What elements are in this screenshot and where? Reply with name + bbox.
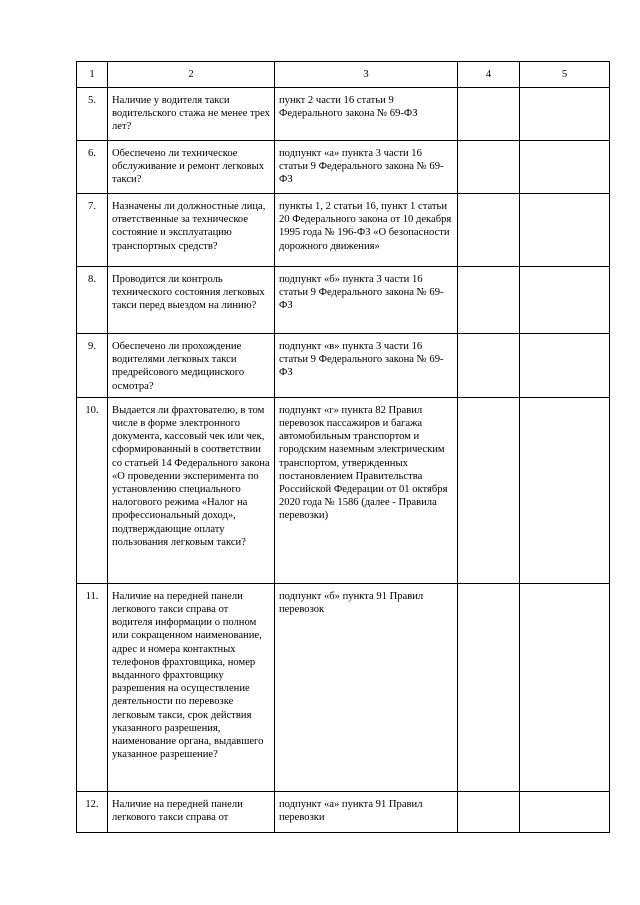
row-number: 9. <box>77 334 108 398</box>
row-number: 10. <box>77 397 108 583</box>
row-reference: подпункт «б» пункта 91 Правил перевозок <box>275 583 458 791</box>
row-answer-cell[interactable] <box>458 141 520 194</box>
row-number: 6. <box>77 141 108 194</box>
header-cell-3: 3 <box>275 62 458 88</box>
row-answer-cell[interactable] <box>458 267 520 334</box>
row-question: Наличие на передней панели легкового такси справа от водителя информации о полном или сокращенном наименование, адрес и номера контактных телефонов фрахтовщика, номер выданного фрахтовщику разрешения на осуществление деятельности по перевозке легковым такси, срок действия указанного разрешения, наименование органа, выдавшего указанное разрешение? <box>108 583 275 791</box>
row-number: 5. <box>77 88 108 141</box>
row-answer-cell[interactable] <box>458 334 520 398</box>
row-note-cell[interactable] <box>520 397 610 583</box>
row-number: 7. <box>77 194 108 267</box>
table-row <box>77 583 610 791</box>
header-cell-4: 4 <box>458 62 520 88</box>
row-number: 11. <box>77 583 108 791</box>
table-row <box>77 141 610 194</box>
header-cell-1: 1 <box>77 62 108 88</box>
row-question: Обеспечено ли прохождение водителями легковых такси предрейсового медицинского осмотра? <box>108 334 275 398</box>
row-note-cell[interactable] <box>520 88 610 141</box>
row-question: Наличие у водителя такси водительского стажа не менее трех лет? <box>108 88 275 141</box>
row-note-cell[interactable] <box>520 267 610 334</box>
table-row <box>77 791 610 832</box>
row-answer-cell[interactable] <box>458 583 520 791</box>
row-reference: подпункт «а» пункта 3 части 16 статьи 9 Федерального закона № 69-ФЗ <box>275 141 458 194</box>
row-question: Наличие на передней панели легкового такси справа от <box>108 791 275 832</box>
table-header-row <box>77 62 610 88</box>
row-reference: подпункт «г» пункта 82 Правил перевозок пассажиров и багажа автомобильным транспортом и городским наземным электрическим транспортом, утвержденных постановлением Правительства Российской Федерации от 01 октября 2020 года № 1586 (далее - Правила перевозки) <box>275 397 458 583</box>
row-answer-cell[interactable] <box>458 88 520 141</box>
row-reference: пункты 1, 2 статьи 16, пункт 1 статьи 20 Федерального закона от 10 декабря 1995 года № 196-ФЗ «О безопасности дорожного движения» <box>275 194 458 267</box>
row-note-cell[interactable] <box>520 791 610 832</box>
row-question: Назначены ли должностные лица, ответственные за техническое состояние и эксплуатацию транспортных средств? <box>108 194 275 267</box>
row-reference: подпункт «в» пункта 3 части 16 статьи 9 Федерального закона № 69-ФЗ <box>275 334 458 398</box>
row-note-cell[interactable] <box>520 194 610 267</box>
row-reference: подпункт «б» пункта 3 части 16 статьи 9 Федерального закона № 69-ФЗ <box>275 267 458 334</box>
row-question: Обеспечено ли техническое обслуживание и ремонт легковых такси? <box>108 141 275 194</box>
table-row <box>77 194 610 267</box>
row-number: 12. <box>77 791 108 832</box>
header-cell-5: 5 <box>520 62 610 88</box>
row-answer-cell[interactable] <box>458 397 520 583</box>
row-answer-cell[interactable] <box>458 791 520 832</box>
row-number: 8. <box>77 267 108 334</box>
header-cell-2: 2 <box>108 62 275 88</box>
row-question: Проводится ли контроль технического состояния легковых такси перед выездом на линию? <box>108 267 275 334</box>
row-note-cell[interactable] <box>520 583 610 791</box>
table-row <box>77 267 610 334</box>
table-row <box>77 334 610 398</box>
checklist-table <box>76 61 610 833</box>
row-question: Выдается ли фрахтователю, в том числе в форме электронного документа, кассовый чек или чек, сформированный в соответствии со статьей 14 Федерального закона «О проведении эксперимента по установлению специального налогового режима «Налог на профессиональный доход», подтверждающие оплату пользования легковым такси? <box>108 397 275 583</box>
table-row <box>77 88 610 141</box>
row-note-cell[interactable] <box>520 141 610 194</box>
table-row <box>77 397 610 583</box>
row-reference: пункт 2 части 16 статьи 9 Федерального закона № 69-ФЗ <box>275 88 458 141</box>
row-reference: подпункт «а» пункта 91 Правил перевозки <box>275 791 458 832</box>
row-note-cell[interactable] <box>520 334 610 398</box>
row-answer-cell[interactable] <box>458 194 520 267</box>
